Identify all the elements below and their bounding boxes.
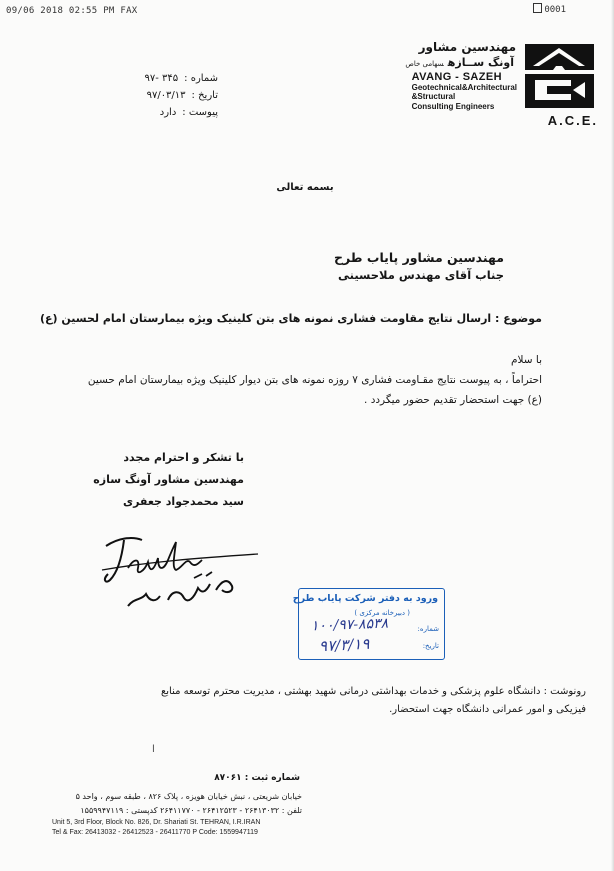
received-stamp	[292, 588, 445, 660]
services-line3: Consulting Engineers	[411, 101, 495, 111]
date-label: تاریخ :	[191, 90, 218, 101]
stamp-number-label: شماره:	[417, 625, 439, 633]
cc-block	[26, 683, 586, 719]
fax-header: 09/06 2018 02:55 PM FAX	[6, 6, 138, 16]
closing-line2: مهندسین مشاور آونگ سازه	[93, 473, 244, 486]
stamp-date-value: ۹۷/۳/۱۹	[318, 634, 370, 656]
stamp-title: ورود به دفتر شرکت پایاب طرح	[292, 593, 438, 604]
footer-address-fa: خیابان شریعتی ، نبش خیابان هویزه ، پلاک ۸۲۶ ، طبقه سوم ، واحد ۵	[75, 792, 302, 801]
footer-fa-block	[52, 790, 302, 818]
attachment-value: دارد	[159, 107, 177, 118]
bismillah: بسمه تعالی	[276, 182, 334, 193]
page-id	[533, 3, 566, 15]
closing-line3: سید محمدجواد جعفری	[122, 495, 244, 508]
reference-date-row	[88, 87, 218, 104]
stamp-number-value: ۱۰۰/۹۷-۸۵۳۸	[310, 615, 389, 635]
logo-acronym: A.C.E.	[547, 113, 598, 128]
body-paragraph: احتراماً ، به پیوست نتایج مقـاومت فشاری ۷ روزه نمونه های بتن دیوار کلینیک ویژه بیمارستان امام حسین (ع) جهت استحضار تقدیم حضور میگردد .	[87, 374, 542, 406]
stamp-date-label: تاریخ:	[422, 642, 439, 650]
subject-line: موضوع : ارسال نتایج مقاومت فشاری نمونه های بتن کلینیک ویژه بیمارستان امام لحسین (ع)	[39, 312, 542, 325]
cc-line1: رونوشت : دانشگاه علوم پزشکی و خدمات بهداشتی درمانی شهید بهشتی ، مدیریت محترم توسعه منابع	[160, 686, 586, 697]
greeting: با سلام	[510, 354, 542, 366]
footer-address-en: Unit 5, 3rd Floor, Block No. 826, Dr. Shariati St. TEHRAN, I.R.IRAN	[52, 819, 261, 826]
firm-name-fa-line1: مهندسین مشاور	[418, 40, 516, 54]
cc-line2: فیزیکی و امور عمرانی دانشگاه جهت استحضار.	[389, 704, 586, 715]
attachment-label: پیوست :	[182, 107, 218, 118]
handwritten-signature-icon	[98, 528, 268, 618]
services-line2: &Structural	[411, 92, 456, 101]
services-line1: Geotechnical&Architectural	[411, 82, 517, 92]
closing-line1: با تشکر و احترام مجدد	[123, 451, 244, 464]
closing-block	[93, 447, 244, 513]
ace-logo-icon	[525, 44, 594, 108]
reference-block	[88, 70, 218, 121]
firm-name-en: AVANG - SAZEH	[411, 71, 502, 83]
page-id-number: 0001	[544, 5, 566, 15]
footer-phone-fa: تلفن : ۲۶۴۱۳۰۳۲ - ۲۶۴۱۲۵۲۳ - ۲۶۴۱۱۷۷۰ کدپستی : ۱۵۵۹۹۴۷۱۱۹	[80, 806, 302, 815]
number-value: ۳۴۵ -۹۷	[144, 73, 179, 84]
recipient-company: مهندسین مشاور پایاب طرح	[333, 250, 504, 265]
footer-registration: شماره ثبت : ۸۷۰۶۱	[214, 773, 300, 783]
date-value: ۹۷/۰۳/۱۳	[146, 90, 186, 101]
scan-mark-icon: ا	[152, 744, 155, 755]
page-id-box-icon	[533, 3, 542, 13]
stamp-subtitle: ( دبیرخانه مرکزی )	[354, 609, 410, 617]
footer-phone-en: Tel & Fax: 26413032 - 26412523 - 26411770 P Code: 1559947119	[52, 828, 258, 836]
reference-attachment-row	[88, 104, 218, 121]
firm-name-fa-line2	[405, 56, 514, 69]
firm-name-en-block	[412, 73, 517, 111]
firm-name-fa-text: آونگ ســازه	[447, 56, 514, 69]
letter-body	[82, 350, 542, 410]
number-label: شماره :	[184, 73, 218, 84]
recipient-person: جناب آقای مهندس ملاحسینی	[338, 268, 504, 282]
firm-type-fa: سهامی خاص	[405, 60, 444, 68]
footer-en-block	[52, 818, 260, 837]
reference-number-row	[88, 70, 218, 87]
